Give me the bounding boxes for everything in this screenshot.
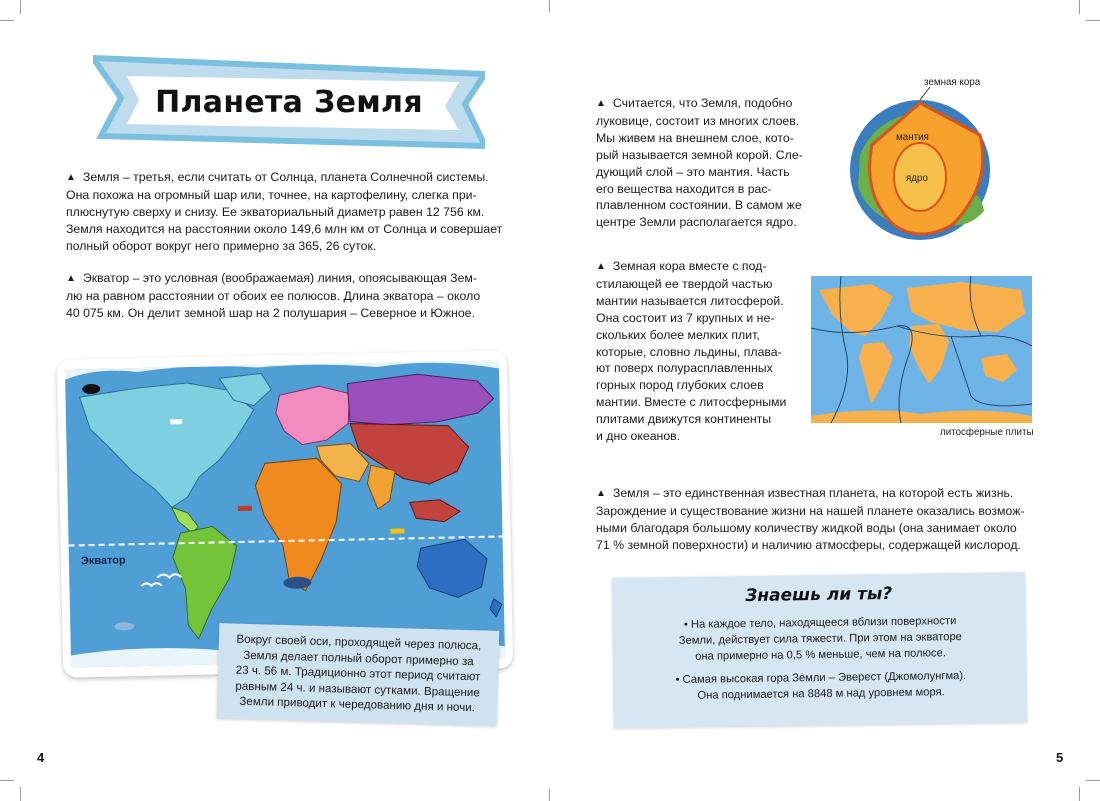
text-line: горных пород глубоких слоев (596, 378, 764, 393)
text-line: луковице, состоит из многих слоев. (596, 113, 800, 128)
tectonic-plates-map (811, 276, 1032, 423)
equator-paragraph (66, 270, 506, 322)
text-line: Земли приводит к чередованию дня и ночи. (239, 695, 476, 715)
text-line: плюснутую сверху и снизу. Ее экваториальный диаметр равен 12 756 км. (66, 204, 485, 219)
ship-icon (390, 529, 404, 534)
lithosphere-paragraph (596, 258, 801, 445)
crop-mark (1079, 0, 1080, 14)
page-number-left: 4 (37, 750, 45, 765)
page-title: Планета Земля (155, 84, 423, 120)
text-line: 71 % земной поверхности) и наличию атмосферы, содержащей кислород. (596, 537, 1021, 552)
text-line: равным 24 ч. и называют сутками. Вращение (235, 679, 480, 700)
text-line: Мы живем на внешнем слое, кото- (596, 130, 794, 145)
text-line: Она похожа на огромный шар или, точнее, на картофелину, слегка при- (66, 187, 477, 202)
earth-layers-illustration (820, 75, 1060, 245)
triangle-bullet-icon: ▲ (66, 172, 76, 183)
did-you-know-title: Знаешь ли ты? (745, 583, 893, 607)
crop-mark (1086, 780, 1100, 781)
text-line: центре Земли располагается ядро. (596, 215, 797, 230)
ship-icon (238, 506, 252, 511)
text-line: Земли, действует сила тяжести. При этом на экваторе (678, 631, 962, 647)
bullet-dot-icon: • (675, 673, 683, 687)
text-line: ют поверх полурасплавленных (596, 361, 773, 376)
triangle-bullet-icon: ▲ (66, 273, 76, 284)
text-line: которые, словно льдины, плава- (596, 344, 782, 359)
crop-mark (20, 787, 21, 801)
crop-mark (0, 780, 14, 781)
crop-mark (0, 20, 14, 21)
triangle-bullet-icon: ▲ (596, 98, 606, 109)
text-line: его вещества находится в рас- (596, 181, 772, 196)
text-line: На каждое тело, находящееся вблизи поверхности (690, 615, 957, 631)
crop-mark (549, 789, 550, 801)
fact-item (643, 613, 999, 666)
intro-paragraph (66, 169, 506, 255)
plates-caption: литосферные плиты (940, 427, 1034, 438)
page-number-right: 5 (1056, 750, 1064, 765)
text-line: Земля – третья, если считать от Солнца, планета Солнечной системы. (82, 170, 489, 184)
life-paragraph (596, 485, 1036, 554)
text-line: 40 075 км. Он делит земной шар на 2 полушария – Северное и Южное. (66, 305, 475, 320)
core-label: ядро (906, 173, 928, 184)
text-line: мантии. Вместе с литосферными (596, 395, 787, 410)
crust-label: земная кора (924, 77, 981, 88)
text-line: лю на равном расстоянии от обоих ее полюсов. Длина экватора – около (66, 288, 481, 303)
text-line: Земля находится на расстоянии около 149,6 млн км от Солнца и совершает (66, 221, 503, 236)
crop-mark (1079, 787, 1080, 801)
text-line: плитами движутся континенты (596, 412, 772, 427)
text-line: Зарождение и существование жизни на нашей планете оказались возмож- (596, 503, 1025, 518)
rotation-caption-box (217, 623, 500, 726)
text-line: Земля делает полный оборот примерно за (243, 648, 474, 668)
rotation-caption (231, 631, 485, 716)
text-line: и дно океанов. (596, 429, 681, 444)
triangle-bullet-icon: ▲ (596, 488, 606, 499)
text-line: полный оборот вокруг него примерно за 365, 26 суток. (66, 238, 377, 253)
fact-item (643, 668, 998, 705)
text-line: Она поднимается на 8848 м над уровнем моря. (697, 686, 945, 702)
text-line: стилающей ее твердой частью (596, 276, 773, 291)
text-line: ными благодаря большому количеству жидкой воды (она занимает около (596, 520, 1017, 535)
text-line: Земля – это единственная известная планета, на которой есть жизнь. (612, 486, 1014, 500)
crop-mark (549, 0, 550, 12)
crust-pointer (920, 87, 930, 100)
did-you-know-box (612, 572, 1027, 728)
text-line: Считается, что Земля, подобно (612, 96, 793, 110)
text-line: плавленном состоянии. В самом же (596, 198, 802, 213)
text-line: Земная кора вместе с под- (612, 259, 767, 273)
text-line: Она состоит из 7 крупных и не- (596, 310, 775, 325)
text-line: Экватор – это условная (воображаемая) линия, опоясывающая Зем- (82, 271, 477, 285)
text-line: она примерно на 0,5 % меньше, чем на полюсе. (695, 647, 946, 663)
crop-mark (1086, 20, 1100, 21)
layers-paragraph (596, 95, 811, 231)
mantle-label: мантия (896, 132, 929, 143)
triangle-bullet-icon: ▲ (596, 261, 606, 272)
text-line: Самая высокая гора Земли – Эверест (Джомолунгма). (682, 669, 967, 686)
bullet-dot-icon: • (683, 618, 692, 631)
ship-icon (170, 419, 182, 424)
text-line: скольких более мелких плит, (596, 327, 760, 342)
text-line: рый называется земной корой. Сле- (596, 147, 803, 162)
equator-label: Экватор (80, 554, 126, 568)
title-banner (93, 52, 485, 152)
crop-mark (20, 0, 21, 14)
text-line: дующий слой – это мантия. Часть (596, 164, 790, 179)
text-line: Вокруг своей оси, проходящей через полюса, (236, 632, 482, 653)
text-line: мантии называется литосферой. (596, 293, 784, 308)
text-line: 23 ч. 56 м. Традиционно этот период считают (235, 663, 481, 684)
